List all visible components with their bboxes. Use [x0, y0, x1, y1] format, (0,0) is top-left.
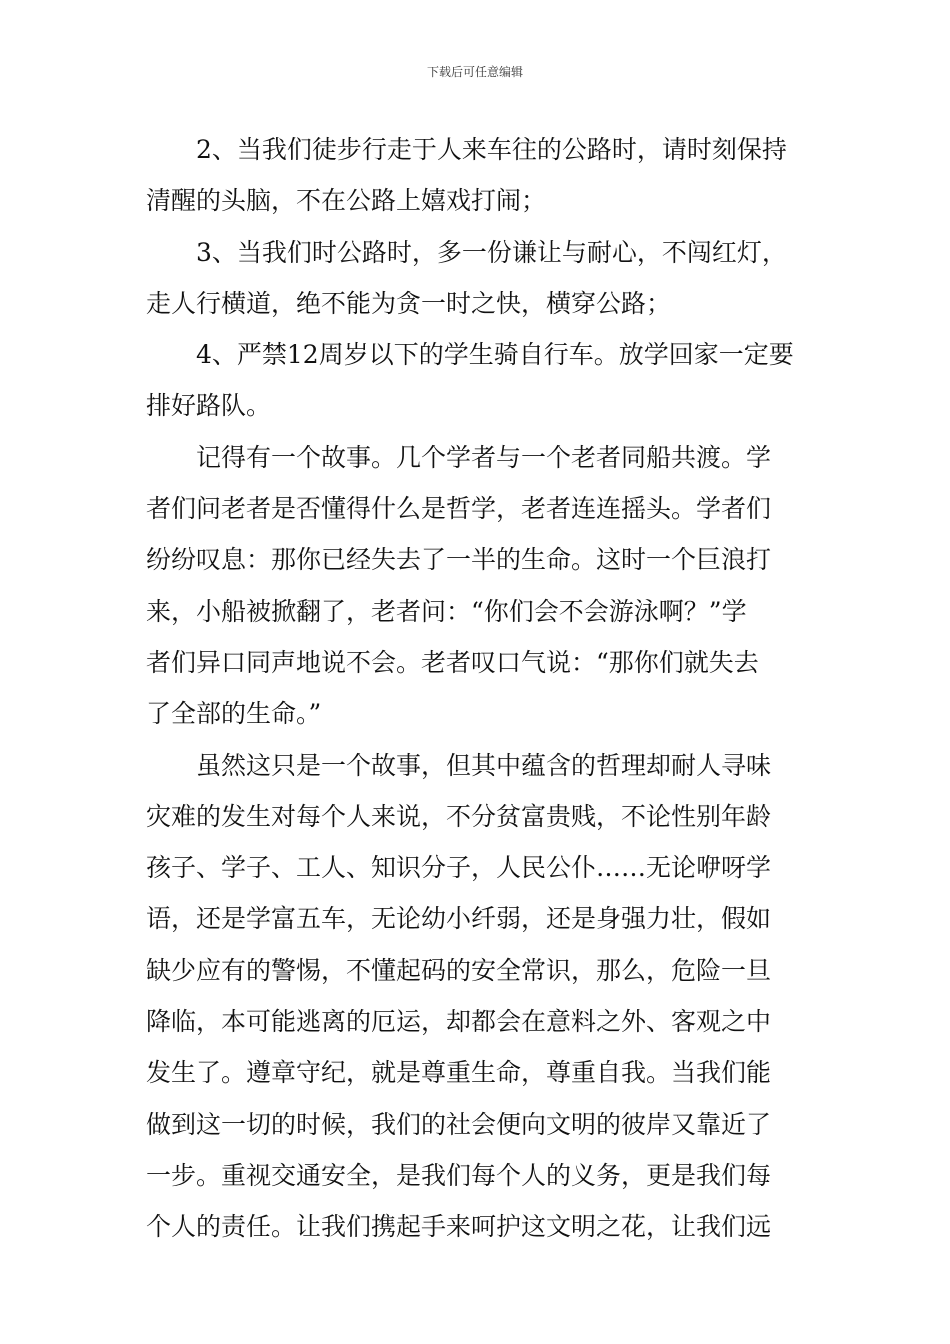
- text-line: 者们异口同声地说不会。老者叹口气说：“那你们就失去: [146, 647, 759, 677]
- text-line: 一步。重视交通安全，是我们每个人的义务，更是我们每: [146, 1160, 772, 1190]
- text-line: 语，还是学富五车，无论幼小纤弱，还是身强力壮，假如: [146, 904, 772, 934]
- text-line: 虽然这只是一个故事，但其中蕴含的哲理却耐人寻味: [146, 750, 772, 780]
- text-line: 3、当我们时公路时，多一份谦让与耐心，不闯红灯，: [146, 237, 787, 267]
- text-line: 来，小船被掀翻了，老者问：“你们会不会游泳啊？”学: [146, 596, 747, 626]
- document-body: [146, 124, 808, 1253]
- text-line: 者们问老者是否懂得什么是哲学，老者连连摇头。学者们: [146, 494, 772, 524]
- text-line: 清醒的头脑，不在公路上嬉戏打闹；: [146, 186, 547, 216]
- paragraph-rule-3: [146, 227, 808, 330]
- text-line: 排好路队。: [146, 391, 272, 421]
- text-line: 纷纷叹息：那你已经失去了一半的生命。这时一个巨浪打: [146, 545, 772, 575]
- text-line: 发生了。遵章守纪，就是尊重生命，尊重自我。当我们能: [146, 1058, 772, 1088]
- text-line: 走人行横道，绝不能为贪一时之快，横穿公路；: [146, 288, 672, 318]
- text-line: 个人的责任。让我们携起手来呵护这文明之花，让我们远: [146, 1212, 772, 1242]
- paragraph-reflection: [146, 740, 808, 1253]
- text-line: 做到这一切的时候，我们的社会便向文明的彼岸又靠近了: [146, 1109, 772, 1139]
- paragraph-story: [146, 432, 808, 740]
- paragraph-rule-2: [146, 124, 808, 227]
- text-line: 孩子、学子、工人、知识分子，人民公仆……无论咿呀学: [146, 853, 772, 883]
- text-line: 缺少应有的警惕，不懂起码的安全常识，那么，危险一旦: [146, 955, 772, 985]
- text-line: 2、当我们徒步行走于人来车往的公路时，请时刻保持: [146, 135, 787, 164]
- text-line: 了全部的生命。”: [146, 699, 322, 729]
- text-line: 降临，本可能逃离的厄运，却都会在意料之外、客观之中: [146, 1007, 772, 1037]
- text-line: 灾难的发生对每个人来说，不分贫富贵贱，不论性别年龄: [146, 801, 772, 831]
- text-line: 4、严禁12周岁以下的学生骑自行车。放学回家一定要: [146, 340, 794, 370]
- paragraph-rule-4: [146, 329, 808, 432]
- text-line: 记得有一个故事。几个学者与一个老者同船共渡。学: [146, 442, 772, 472]
- page-header-note: 下载后可任意编辑: [426, 65, 523, 79]
